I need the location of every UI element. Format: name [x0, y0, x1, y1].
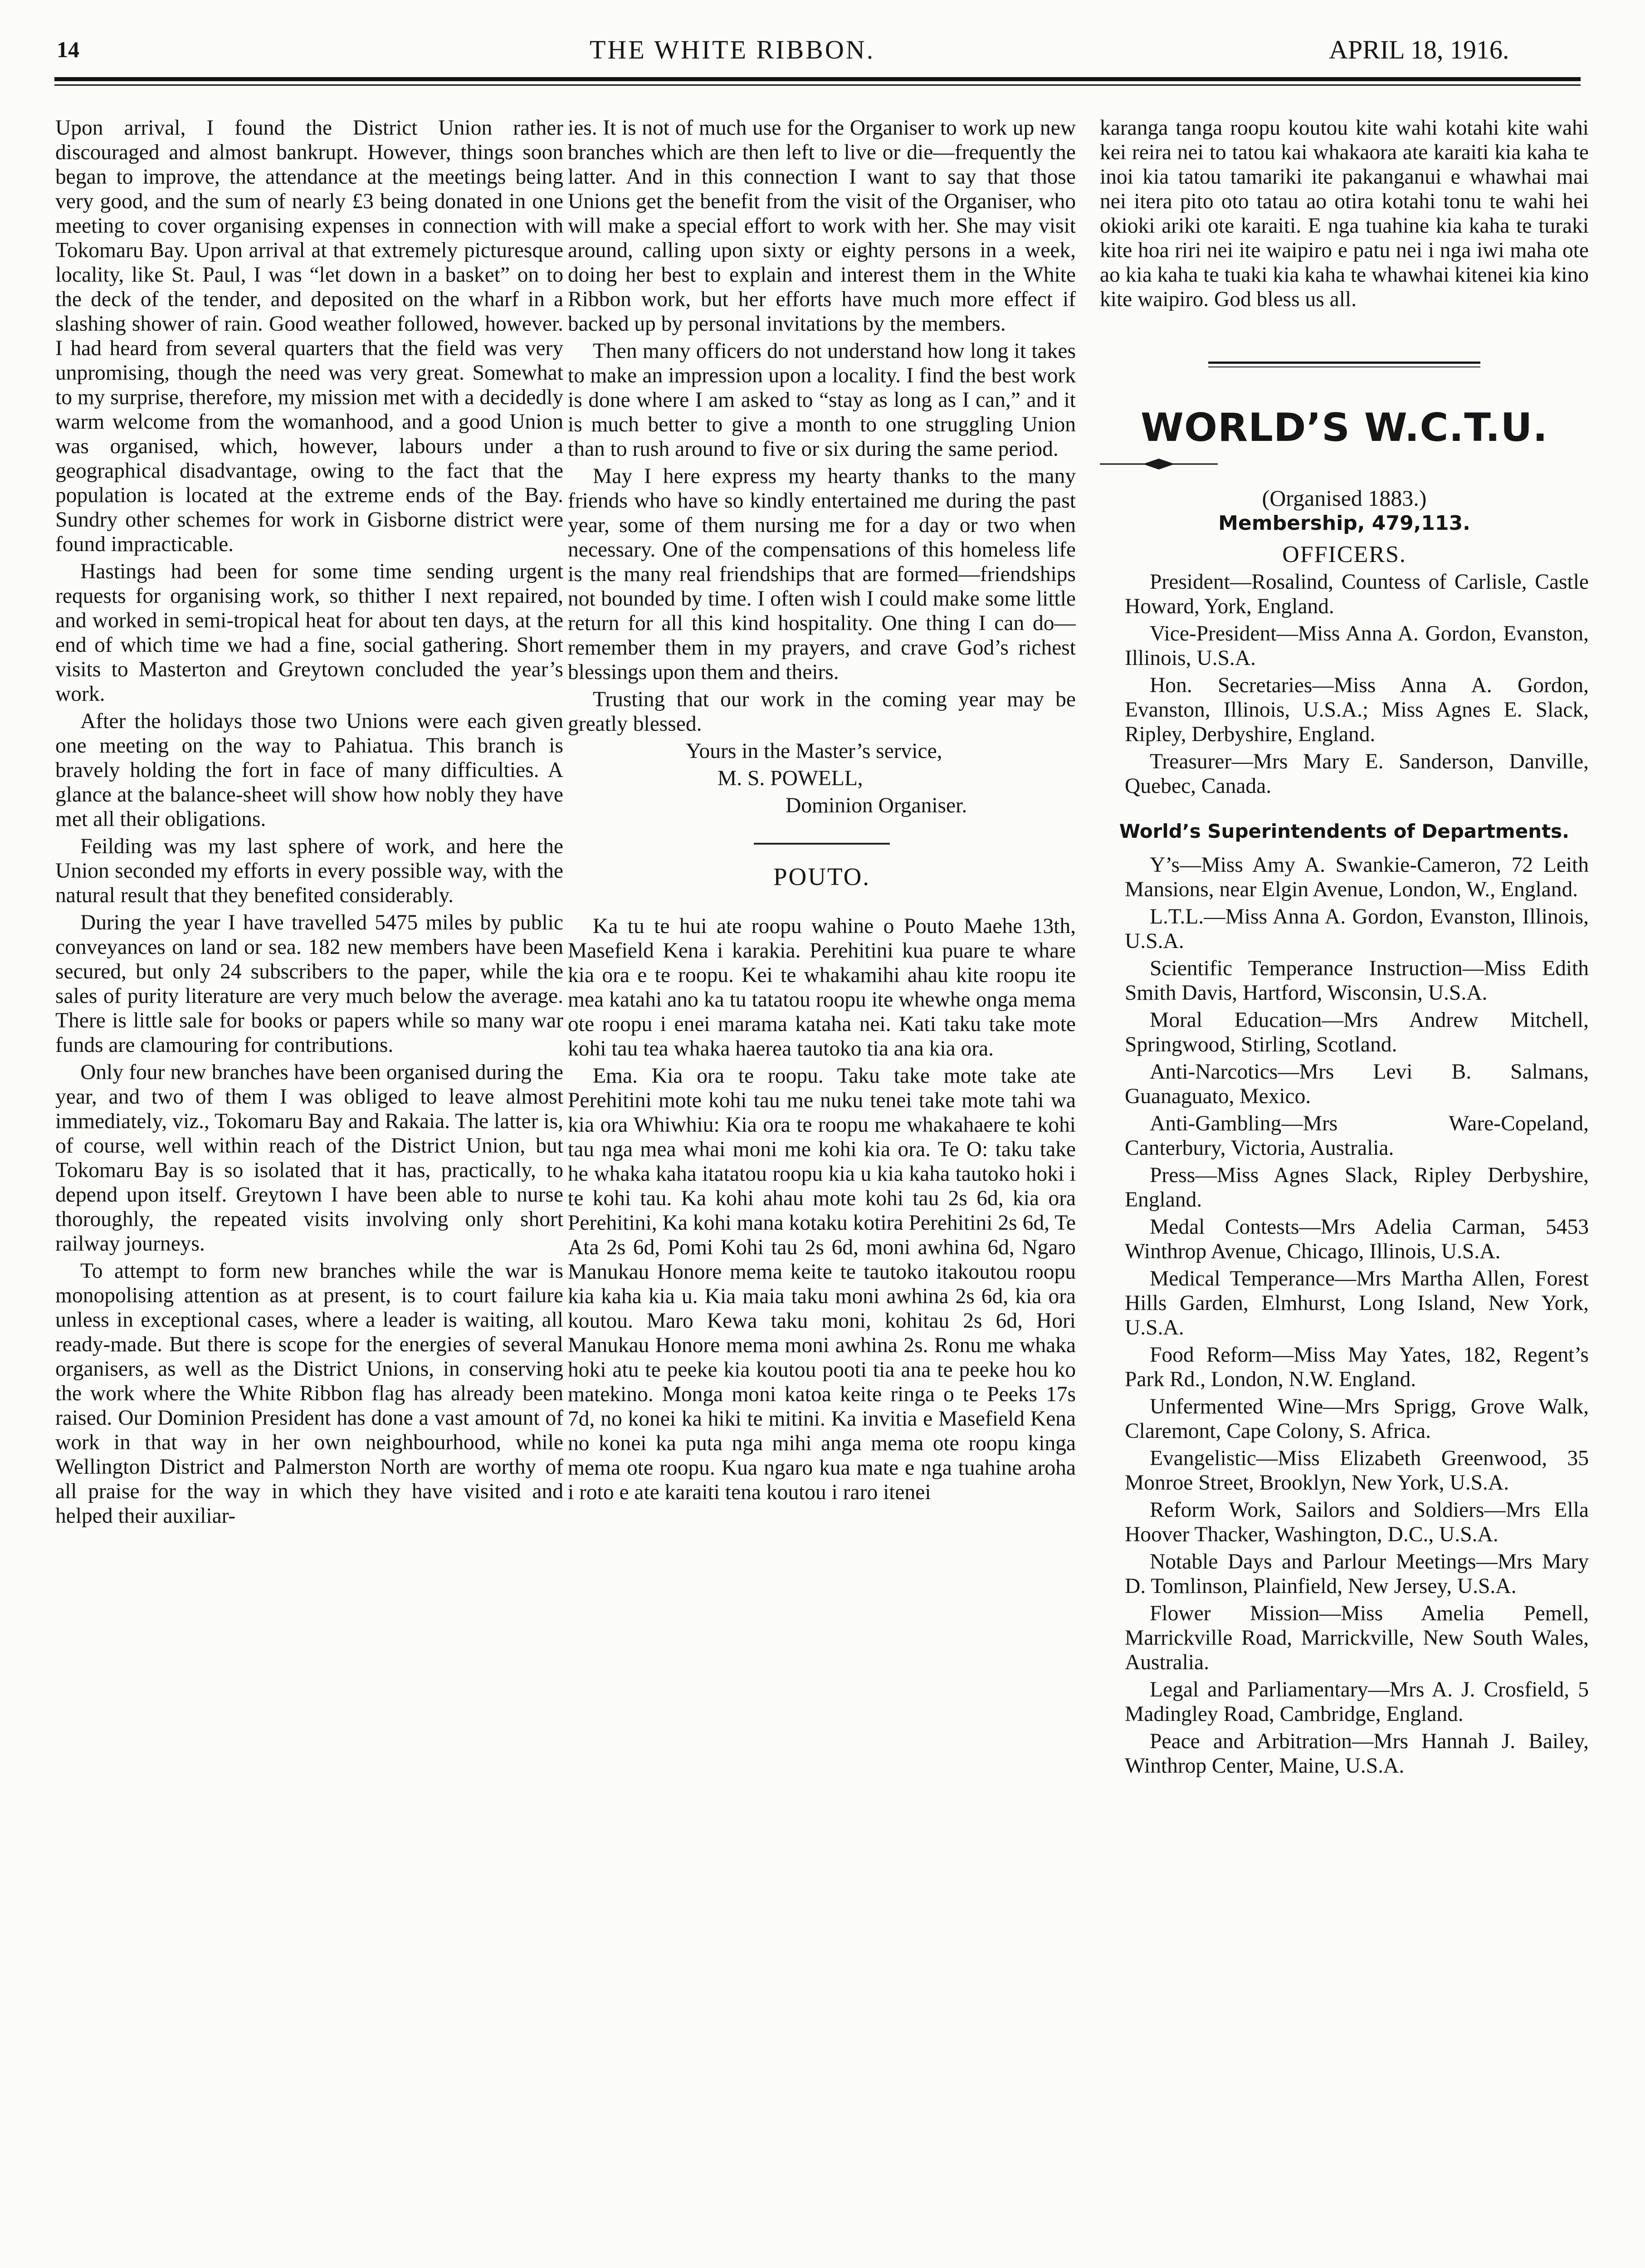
- superintendent-entry: Legal and Parliamentary—Mrs A. J. Crosfield, 5 Madingley Road, Cambridge, England.: [1125, 1678, 1589, 1726]
- signer-title: Dominion Organiser.: [786, 794, 967, 817]
- organised-year: (Organised 1883.): [1262, 485, 1427, 511]
- section-divider: [754, 843, 890, 845]
- superintendent-entry: Food Reform—Miss May Yates, 182, Regent’s Park Rd., London, N.W. England.: [1125, 1343, 1589, 1392]
- officer-entry: Treasurer—Mrs Mary E. Sanderson, Danville, Quebec, Canada.: [1125, 749, 1589, 798]
- paragraph: Then many officers do not understand how long it takes to make an impression upon a locality. I find the best work is done where I am asked to “stay as long as I can,” and it is much better to give a month to one struggling Union than to rush around to five or six during the same period.: [568, 339, 1076, 461]
- superintendents-heading: World’s Superintendents of Departments.: [1119, 820, 1570, 842]
- paragraph: Trusting that our work in the coming year may be greatly blessed.: [568, 688, 1076, 736]
- wctu-heading: WORLD’S W.C.T.U.: [1140, 405, 1548, 450]
- superintendent-entry: L.T.L.—Miss Anna A. Gordon, Evanston, Illinois, U.S.A.: [1125, 905, 1589, 953]
- superintendent-entry: Y’s—Miss Amy A. Swankie-Cameron, 72 Leith Mansions, near Elgin Avenue, London, W., England.: [1125, 853, 1589, 902]
- superintendent-entry: Press—Miss Agnes Slack, Ripley Derbyshire, England.: [1125, 1163, 1589, 1212]
- superintendent-entry: Evangelistic—Miss Elizabeth Greenwood, 35 Monroe Street, Brooklyn, New York, U.S.A.: [1125, 1447, 1589, 1495]
- column-2: [568, 116, 1076, 2266]
- wctu-double-rule: [1208, 362, 1480, 367]
- paragraph: During the year I have travelled 5475 miles by public conveyances on land or sea. 182 new members have been secured, but only 24 subscribers to the paper, while the sales of purity literature are very much below the average. There is little sale for books or papers while so many war funds are clamouring for contributions.: [55, 911, 563, 1057]
- superintendent-entry: Medal Contests—Mrs Adelia Carman, 5453 Winthrop Avenue, Chicago, Illinois, U.S.A.: [1125, 1215, 1589, 1264]
- closing-line: Yours in the Master’s service,: [686, 739, 942, 763]
- officer-entry: Hon. Secretaries—Miss Anna A. Gordon, Evanston, Illinois, U.S.A.; Miss Agnes E. Slack, Ripley, Derbyshire, England.: [1125, 673, 1589, 746]
- paragraph: After the holidays those two Unions were each given one meeting on the way to Pahiatua. This branch is bravely holding the fort in face of many difficulties. A glance at the balance-sheet will show how nobly they have met all their obligations.: [55, 709, 563, 831]
- paragraph: Ema. Kia ora te roopu. Taku take mote take ate Perehitini mote kohi tau me nuku tenei take mote tahi wa kia ora Whiwhiu: Kia ora te roopu me whakahaere te kohi tau nga mea whai moni me kohi kia ora. Te O: taku take he whaka kaha itatatou roopu kia u kia kaha tautoko hoki i te kohi tau. Ka kohi ahau mote kohi tau 2s 6d, kia ora Perehitini, Ka kohi mana kotaku kotira Perehitini 2s 6d, Te Ata 2s 6d, Pomi Kohi tau 2s 6d, moni awhina 6d, Ngaro Manukau Honore mema keite te tautoko itakoutou roopu kia kaha kia u. Kia maia taku moni awhina 2s 6d, kia ora koutou. Maro Kewa taku moni, kohitau 2s 6d, Hori Manukau Honore mema moni awhina 2s. Ronu me whaka hoki atu te peeke kia koutou pooti tia ana te peeke hou ko matekino. Monga moni katoa keite ringa o te Peeks 17s 7d, no konei ka hiki te mitini. Ka invitia e Masefield Kena no konei ka puta nga mihi anga mema ote roopu kinga mema ote roopu. Kua ngaro kua mate e nga tuahine aroha i roto e ate karaiti tena koutou i raro itenei: [568, 1064, 1076, 1504]
- paragraph: Feilding was my last sphere of work, and here the Union seconded my efforts in every possible way, with the natural result that they benefited considerably.: [55, 835, 563, 907]
- officers-heading: OFFICERS.: [1282, 541, 1406, 567]
- superintendent-entry: Flower Mission—Miss Amelia Pemell, Marrickville Road, Marrickville, New South Wales, Australia.: [1125, 1602, 1589, 1675]
- ornament-divider-icon: [1100, 455, 1218, 473]
- superintendent-entry: Reform Work, Sailors and Soldiers—Mrs Ella Hoover Thacker, Washington, D.C., U.S.A.: [1125, 1498, 1589, 1547]
- membership-count: Membership, 479,113.: [1218, 511, 1470, 535]
- pouto-heading: POUTO.: [773, 863, 871, 890]
- column-3: [1100, 116, 1589, 2268]
- issue-date: APRIL 18, 1916.: [1329, 35, 1509, 64]
- signer-name: M. S. POWELL,: [718, 767, 863, 790]
- paragraph: Hastings had been for some time sending urgent requests for organising work, so thither I next repaired, and worked in semi-tropical heat for about ten days, at the end of which time we had a fine, social gathering. Short visits to Masterton and Greytown concluded the year’s work.: [55, 560, 563, 706]
- paragraph: Ka tu te hui ate roopu wahine o Pouto Maehe 13th, Masefield Kena i karakia. Perehitini kua puare te whare kia ora e te roopu. Kei te whakamihi ahau kite roopu ite mea katahi ano ka tu tatatou roopu ite whewhe onga mema ote roopu i enei marama kataha nei. Kati taku take mote kohi tau tea whaka haerea tautoko tia ana kia ora.: [568, 914, 1076, 1061]
- officer-entry: Vice-President—Miss Anna A. Gordon, Evanston, Illinois, U.S.A.: [1125, 621, 1589, 670]
- header-rule-thick: [54, 77, 1581, 81]
- column-1: [55, 116, 563, 2248]
- paragraph: May I here express my hearty thanks to the many friends who have so kindly entertained me during the past year, some of them nursing me for a day or two when necessary. One of the compensations of this homeless life is the many real friendships that are formed—friendships not bounded by time. I often wish I could make some little return for all this kind hospitality. One thing I can do—remember them in my prayers, and crave God’s richest blessings upon them and theirs.: [568, 464, 1076, 684]
- header-rule-thin: [54, 84, 1581, 86]
- paragraph: To attempt to form new branches while the war is monopolising attention as at present, is to court failure unless in exceptional cases, where a leader is waiting, all ready-made. But there is scope for the energies of several organisers, as well as the District Unions, in conserving the work where the White Ribbon flag has already been raised. Our Dominion President has done a vast amount of work in that way in her own neighbourhood, while Wellington District and Palmerston North are worthy of all praise for the way in which they have visited and helped their auxiliar-: [55, 1259, 563, 1528]
- paragraph: ies. It is not of much use for the Organiser to work up new branches which are then left to live or die—frequently the latter. And in this connection I want to say that those Unions get the benefit from the visit of the Organiser, who will make a special effort to work with her. She may visit around, calling upon sixty or eighty persons in a week, doing her best to explain and interest them in the White Ribbon work, but her efforts have much more effect if backed up by personal invitations by the members.: [568, 116, 1076, 336]
- superintendent-entry: Peace and Arbitration—Mrs Hannah J. Bailey, Winthrop Center, Maine, U.S.A.: [1125, 1730, 1589, 1778]
- superintendent-entry: Scientific Temperance Instruction—Miss Edith Smith Davis, Hartford, Wisconsin, U.S.A.: [1125, 957, 1589, 1005]
- superintendent-entry: Anti-Gambling—Mrs Ware-Copeland, Canterbury, Victoria, Australia.: [1125, 1112, 1589, 1160]
- paragraph: karanga tanga roopu koutou kite wahi kotahi kite wahi kei reira nei to tatou kai whakaora ate karaiti kia kaha te inoi kia tatou tamariki ite pakanganui e whawhai mai nei itera pito oto tatau ao otira kotahi tonu te wahi hei okioki ariki ote karaiti. E nga tuahine kia kaha te turaki kite hoa riri nei ite waipiro e patu nei i nga iwi maha ote ao kia kaha te tuaki kia kaha te whawhai kitenei kia kino kite waipiro. God bless us all.: [1100, 116, 1589, 311]
- page-header: [0, 0, 1645, 91]
- superintendent-entry: Unfermented Wine—Mrs Sprigg, Grove Walk, Claremont, Cape Colony, S. Africa.: [1125, 1395, 1589, 1443]
- page-number: 14: [57, 37, 79, 62]
- superintendent-entry: Anti-Narcotics—Mrs Levi B. Salmans, Guanaguato, Mexico.: [1125, 1060, 1589, 1109]
- officer-entry: President—Rosalind, Countess of Carlisle, Castle Howard, York, England.: [1125, 570, 1589, 618]
- paragraph: Upon arrival, I found the District Union rather discouraged and almost bankrupt. However, things soon began to improve, the attendance at the meetings being very good, and the sum of nearly £3 being donated in one meeting to cover organising expenses in connection with Tokomaru Bay. Upon arrival at that extremely picturesque locality, like St. Paul, I was “let down in a basket” on to the deck of the tender, and deposited on the wharf in a slashing shower of rain. Good weather followed, however. I had heard from several quarters that the field was very unpromising, though the need was very great. Somewhat to my surprise, therefore, my mission met with a decidedly warm welcome from the womanhood, and a good Union was organised, which, however, labours under a geographical disadvantage, owing to the fact that the population is located at the extreme ends of the Bay. Sundry other schemes for work in Gisborne district were found impracticable.: [55, 116, 563, 556]
- superintendent-entry: Moral Education—Mrs Andrew Mitchell, Springwood, Stirling, Scotland.: [1125, 1008, 1589, 1057]
- superintendent-entry: Medical Temperance—Mrs Martha Allen, Forest Hills Garden, Elmhurst, Long Island, New York, U.S.A.: [1125, 1267, 1589, 1340]
- paragraph: Only four new branches have been organised during the year, and two of them I was obliged to leave almost immediately, viz., Tokomaru Bay and Rakaia. The latter is, of course, well within reach of the District Union, but Tokomaru Bay is so isolated that it has, practically, to depend upon itself. Greytown I have been able to nurse thoroughly, the repeated visits involving only short railway journeys.: [55, 1061, 563, 1256]
- superintendent-entry: Notable Days and Parlour Meetings—Mrs Mary D. Tomlinson, Plainfield, New Jersey, U.S.A.: [1125, 1550, 1589, 1598]
- publication-title: THE WHITE RIBBON.: [590, 35, 875, 64]
